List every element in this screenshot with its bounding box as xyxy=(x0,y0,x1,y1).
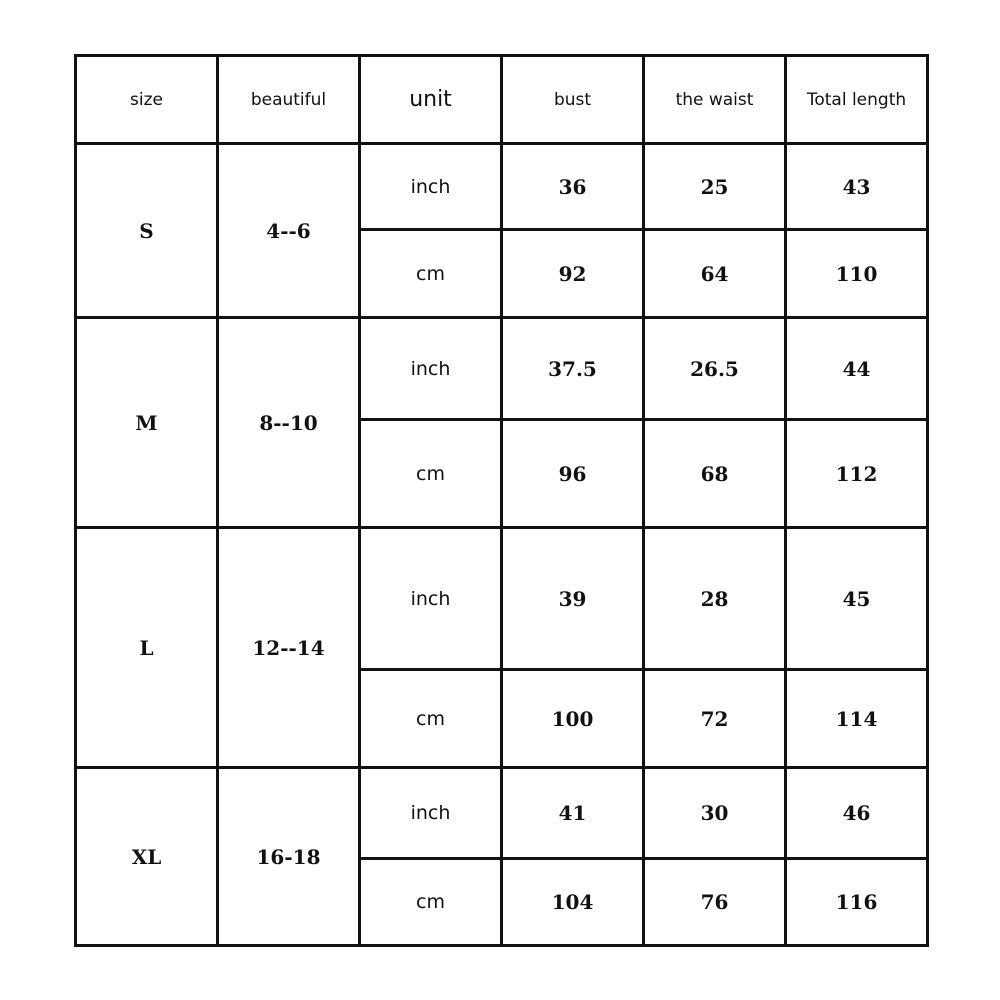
waist-value: 76 xyxy=(644,859,786,946)
header-total-length: Total length xyxy=(786,56,928,144)
bust-value: 96 xyxy=(502,420,644,528)
bust-value: 104 xyxy=(502,859,644,946)
size-chart-table xyxy=(74,54,929,947)
table-row xyxy=(76,768,928,859)
beautiful-value: 4--6 xyxy=(218,144,360,318)
header-bust: bust xyxy=(502,56,644,144)
waist-value: 30 xyxy=(644,768,786,859)
bust-value: 100 xyxy=(502,670,644,768)
bust-value: 39 xyxy=(502,528,644,670)
unit-label: inch xyxy=(360,144,502,230)
bust-value: 41 xyxy=(502,768,644,859)
size-label: XL xyxy=(76,768,218,946)
unit-label: inch xyxy=(360,768,502,859)
waist-value: 64 xyxy=(644,230,786,318)
size-label: L xyxy=(76,528,218,768)
waist-value: 25 xyxy=(644,144,786,230)
header-size: size xyxy=(76,56,218,144)
unit-label: cm xyxy=(360,420,502,528)
beautiful-value: 8--10 xyxy=(218,318,360,528)
unit-label: inch xyxy=(360,528,502,670)
length-value: 114 xyxy=(786,670,928,768)
table-row xyxy=(76,318,928,420)
length-value: 45 xyxy=(786,528,928,670)
header-unit: unit xyxy=(360,56,502,144)
bust-value: 92 xyxy=(502,230,644,318)
header-beautiful: beautiful xyxy=(218,56,360,144)
beautiful-value: 16-18 xyxy=(218,768,360,946)
length-value: 116 xyxy=(786,859,928,946)
beautiful-value: 12--14 xyxy=(218,528,360,768)
size-label: M xyxy=(76,318,218,528)
unit-label: cm xyxy=(360,859,502,946)
unit-label: cm xyxy=(360,670,502,768)
length-value: 43 xyxy=(786,144,928,230)
length-value: 112 xyxy=(786,420,928,528)
waist-value: 28 xyxy=(644,528,786,670)
unit-label: inch xyxy=(360,318,502,420)
table-row xyxy=(76,144,928,230)
header-row xyxy=(76,56,928,144)
header-waist: the waist xyxy=(644,56,786,144)
size-label: S xyxy=(76,144,218,318)
unit-label: cm xyxy=(360,230,502,318)
waist-value: 26.5 xyxy=(644,318,786,420)
length-value: 44 xyxy=(786,318,928,420)
table-row xyxy=(76,528,928,670)
bust-value: 36 xyxy=(502,144,644,230)
waist-value: 72 xyxy=(644,670,786,768)
length-value: 110 xyxy=(786,230,928,318)
bust-value: 37.5 xyxy=(502,318,644,420)
length-value: 46 xyxy=(786,768,928,859)
waist-value: 68 xyxy=(644,420,786,528)
